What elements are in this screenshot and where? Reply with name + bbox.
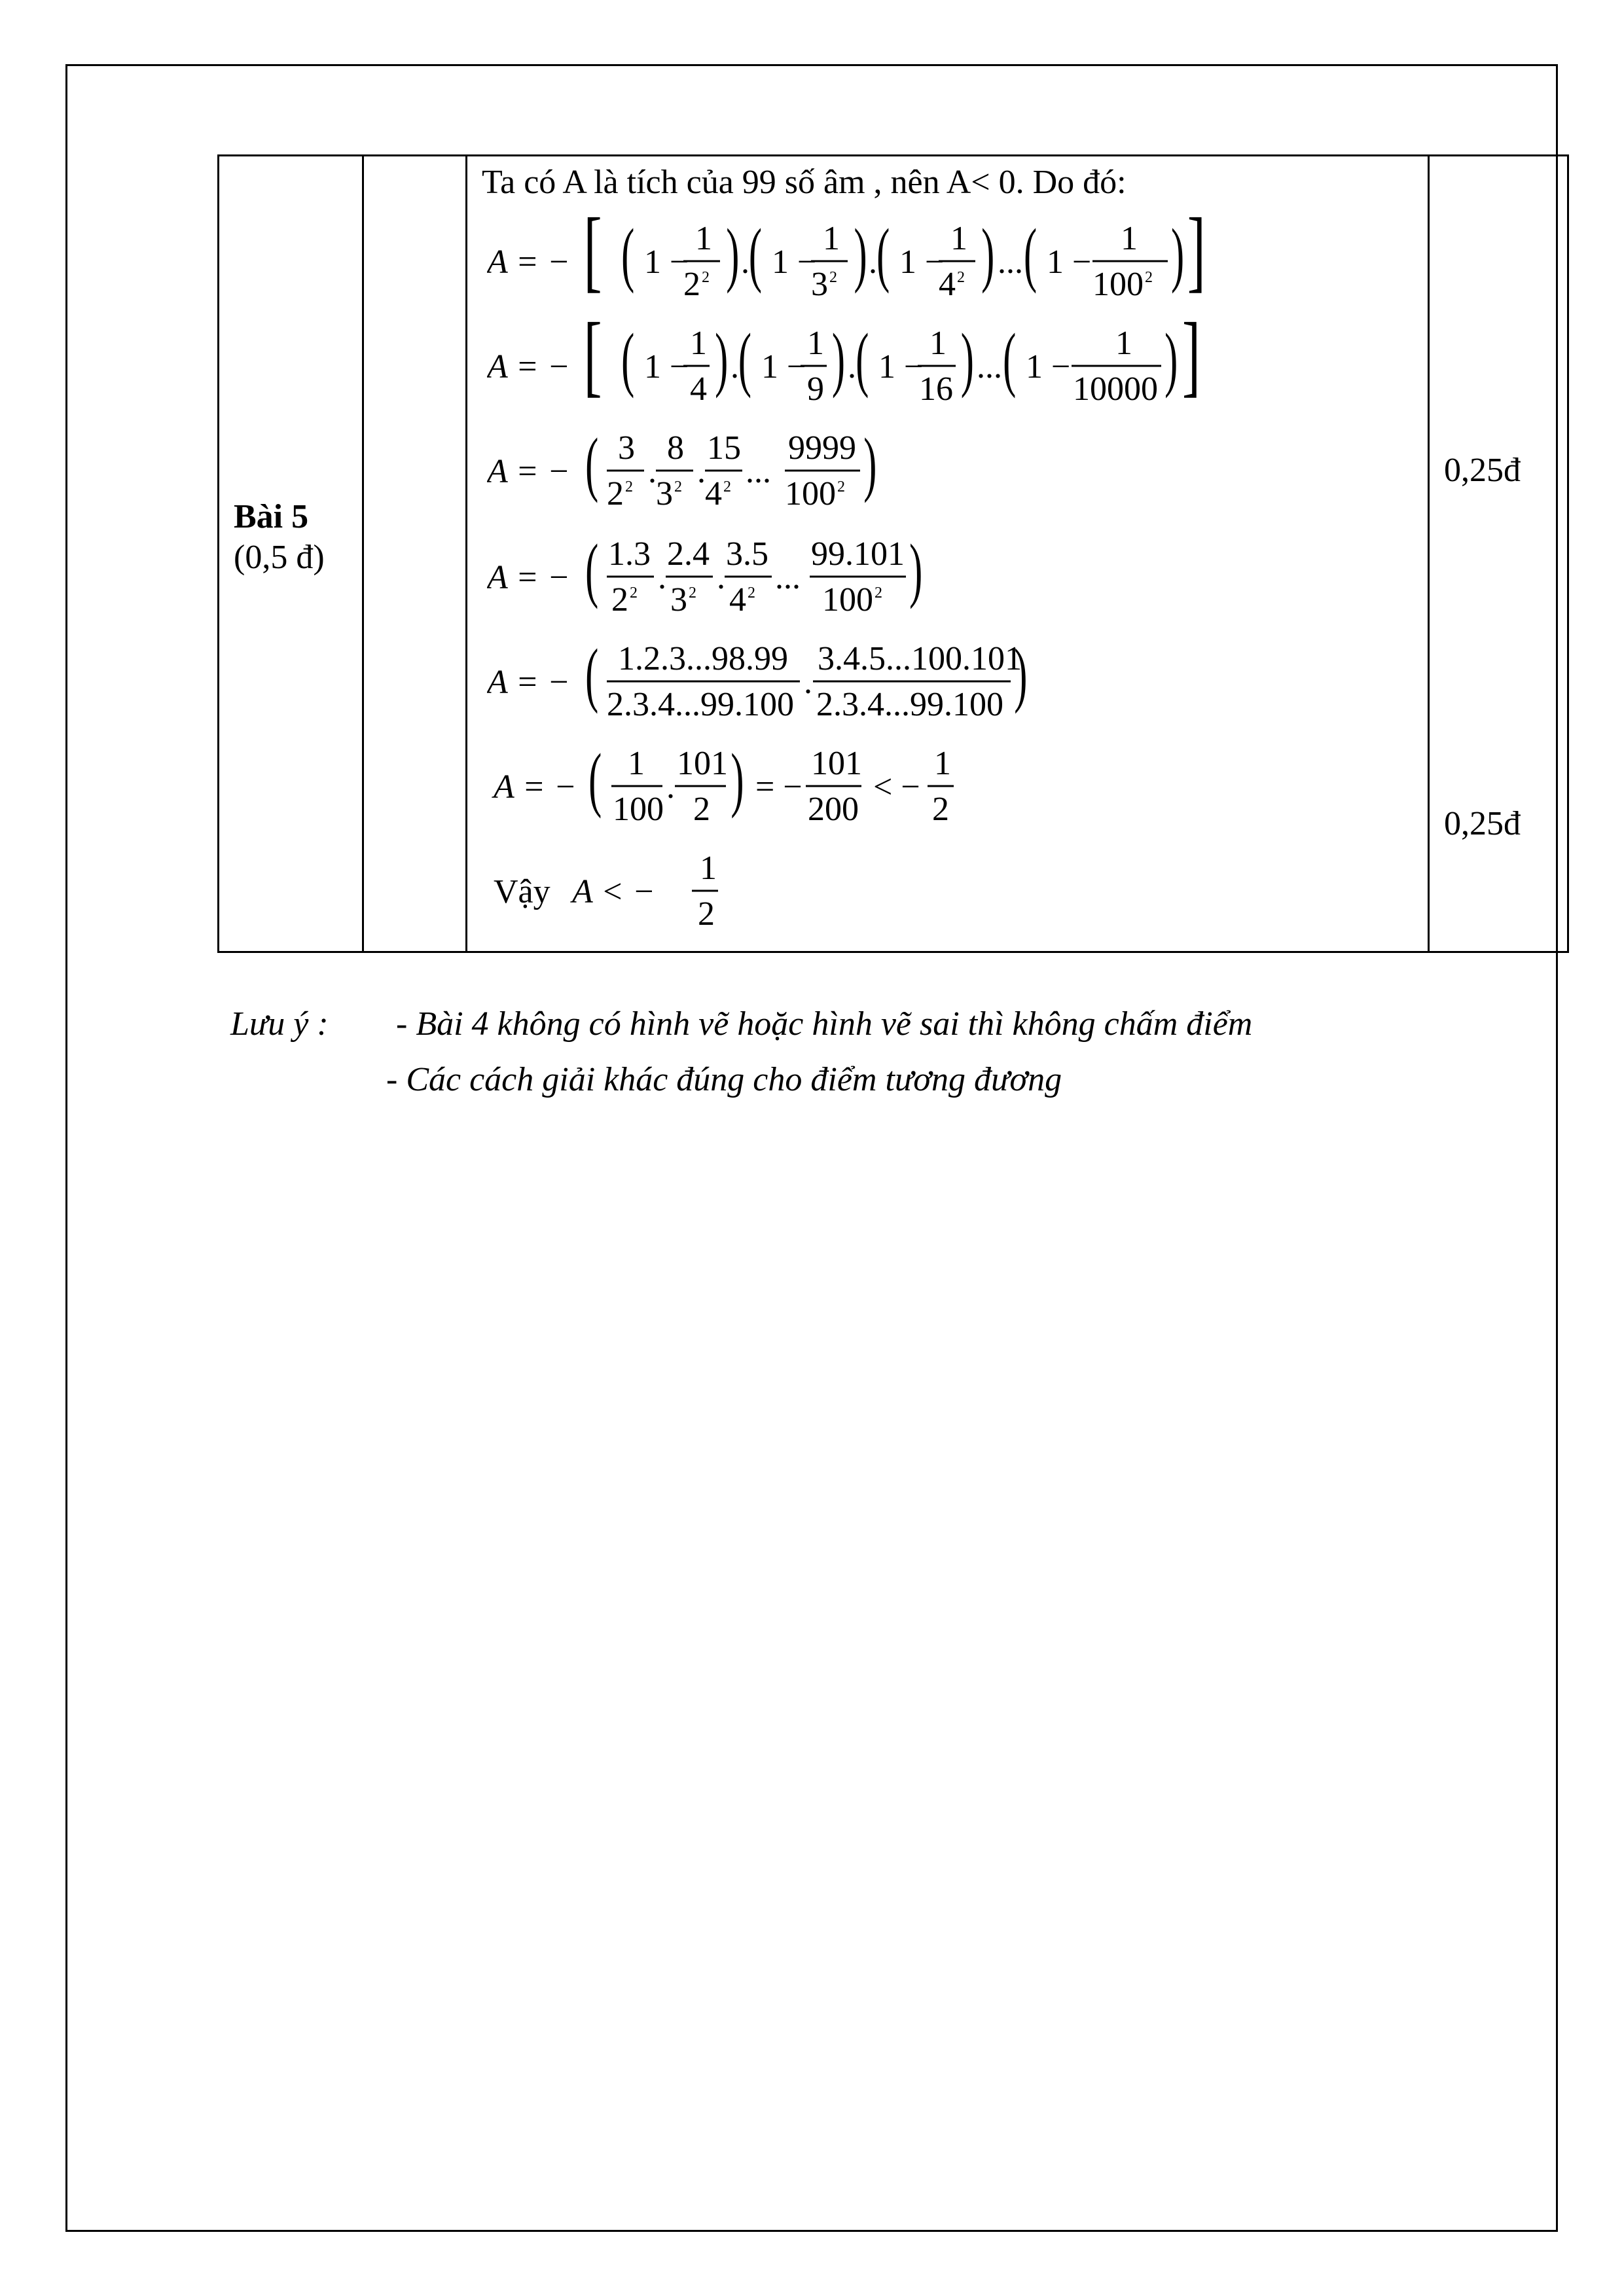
svg-text:1: 1 — [807, 325, 824, 362]
svg-text:(: ( — [1024, 215, 1038, 295]
svg-text:.: . — [804, 664, 812, 701]
svg-text:.: . — [666, 768, 675, 806]
note-line-2: - Các cách giải khác đúng cho điểm tương đương — [386, 1061, 1062, 1098]
problem-cell — [219, 156, 363, 952]
svg-text:1: 1 — [700, 850, 717, 887]
svg-text:1 −: 1 − — [644, 348, 689, 386]
equation-1 — [487, 209, 1207, 314]
svg-text:100: 100 — [822, 581, 873, 619]
solution-cell — [467, 156, 1429, 952]
problem-title: Bài 5 — [234, 498, 309, 535]
svg-text:3.5: 3.5 — [726, 535, 768, 573]
svg-text:1: 1 — [934, 745, 951, 782]
grading-table — [217, 154, 1569, 953]
svg-text:100: 100 — [613, 791, 664, 828]
svg-text:2: 2 — [674, 478, 682, 495]
conclusion — [487, 838, 945, 943]
svg-text:1: 1 — [1115, 325, 1132, 362]
svg-text:.: . — [731, 348, 739, 386]
svg-text:(: ( — [738, 319, 752, 399]
svg-text:1.3: 1.3 — [608, 535, 651, 573]
svg-text:4: 4 — [939, 266, 956, 303]
eq5-label: A = − — [487, 664, 571, 701]
svg-text:(: ( — [856, 319, 869, 399]
svg-text:1: 1 — [1121, 220, 1138, 257]
svg-text:101: 101 — [677, 745, 728, 782]
svg-text:2: 2 — [702, 269, 710, 286]
svg-text:100: 100 — [785, 475, 836, 512]
svg-text:): ) — [831, 319, 846, 399]
svg-text:...: ... — [746, 453, 771, 490]
svg-text:(: ( — [748, 215, 762, 295]
svg-text:9999: 9999 — [788, 429, 856, 467]
svg-text:2: 2 — [698, 895, 715, 933]
svg-text:]: ] — [1187, 209, 1206, 301]
svg-text:2.3.4...99.100: 2.3.4...99.100 — [607, 686, 794, 723]
svg-text:3: 3 — [670, 581, 687, 619]
svg-text:): ) — [1171, 215, 1185, 295]
svg-text:3.4.5...100.101: 3.4.5...100.101 — [818, 640, 1022, 677]
svg-text:100: 100 — [1092, 266, 1144, 303]
svg-text:2: 2 — [932, 791, 949, 828]
problem-label — [234, 497, 325, 579]
note-label: Lưu ý : — [230, 1005, 329, 1043]
svg-text:= −: = − — [755, 768, 803, 806]
svg-text:2: 2 — [748, 584, 755, 601]
svg-text:1: 1 — [950, 220, 967, 257]
eq3-label: A = − — [487, 453, 571, 490]
score-2: 0,25đ — [1444, 805, 1521, 842]
svg-text:2: 2 — [723, 478, 731, 495]
svg-text:(: ( — [585, 635, 599, 715]
svg-text:1 −: 1 − — [1026, 348, 1071, 386]
svg-text:99.101: 99.101 — [811, 535, 905, 573]
svg-text:2.3.4...99.100: 2.3.4...99.100 — [816, 686, 1003, 723]
svg-text:.: . — [697, 453, 706, 490]
svg-text:101: 101 — [811, 745, 862, 782]
svg-text:): ) — [715, 319, 729, 399]
svg-text:2: 2 — [693, 791, 710, 828]
svg-text:(: ( — [585, 424, 599, 504]
svg-text:.: . — [869, 243, 877, 281]
svg-text:(: ( — [621, 215, 635, 295]
svg-text:.: . — [658, 559, 666, 596]
svg-text:8: 8 — [667, 429, 684, 467]
equation-4 — [487, 524, 1207, 629]
svg-text:10000: 10000 — [1073, 370, 1158, 408]
svg-text:1 −: 1 − — [761, 348, 806, 386]
svg-text:.: . — [848, 348, 856, 386]
svg-text:1: 1 — [690, 325, 707, 362]
equation-6 — [487, 734, 1207, 838]
eq4-label: A = − — [487, 559, 571, 596]
svg-text:1: 1 — [695, 220, 712, 257]
svg-text:15: 15 — [707, 429, 741, 467]
conclusion-expr: A < − — [572, 873, 656, 910]
eq6-label: A = − — [494, 768, 577, 806]
svg-text:): ) — [726, 215, 740, 295]
svg-text:1: 1 — [628, 745, 645, 782]
svg-text:1 −: 1 − — [878, 348, 924, 386]
svg-text:): ) — [854, 215, 867, 295]
svg-text:1: 1 — [823, 220, 840, 257]
svg-text:[: [ — [583, 209, 602, 301]
svg-text:2: 2 — [630, 584, 638, 601]
svg-text:2: 2 — [625, 478, 633, 495]
svg-text:(: ( — [621, 319, 635, 399]
svg-text:2.4: 2.4 — [667, 535, 710, 573]
svg-text:.: . — [717, 559, 725, 596]
svg-text:3: 3 — [811, 266, 828, 303]
svg-text:4: 4 — [729, 581, 746, 619]
conclusion-label: Vậy — [494, 873, 550, 910]
svg-text:): ) — [981, 215, 995, 295]
svg-text:(: ( — [585, 530, 599, 610]
equation-2 — [487, 314, 1207, 418]
svg-text:.: . — [741, 243, 749, 281]
svg-text:1 −: 1 − — [1047, 243, 1092, 281]
svg-text:...: ... — [977, 348, 1002, 386]
table-row — [219, 156, 1568, 952]
svg-text:1 −: 1 − — [772, 243, 817, 281]
score-1: 0,25đ — [1444, 452, 1521, 489]
svg-text:2: 2 — [837, 478, 845, 495]
svg-text:): ) — [731, 740, 744, 819]
svg-text:(: ( — [588, 740, 602, 819]
svg-text:16: 16 — [919, 370, 953, 408]
svg-text:2: 2 — [683, 266, 700, 303]
eq2-label: A = − — [487, 348, 571, 386]
svg-text:): ) — [1164, 319, 1178, 399]
eq1-label: A = − — [487, 243, 571, 281]
svg-text:1.2.3...98.99: 1.2.3...98.99 — [618, 640, 788, 677]
svg-text:]: ] — [1182, 314, 1200, 406]
svg-text:9: 9 — [807, 370, 824, 408]
svg-text:): ) — [909, 530, 923, 610]
svg-text:(: ( — [1003, 319, 1017, 399]
svg-text:[: [ — [583, 314, 602, 406]
svg-text:): ) — [863, 424, 877, 504]
svg-text:2: 2 — [607, 475, 624, 512]
equation-5 — [487, 629, 1207, 734]
svg-text:200: 200 — [808, 791, 859, 828]
svg-text:(: ( — [876, 215, 890, 295]
svg-text:2: 2 — [689, 584, 696, 601]
svg-text:2: 2 — [829, 269, 837, 286]
score-cell — [1429, 156, 1568, 952]
svg-text:2: 2 — [875, 584, 882, 601]
svg-text:2: 2 — [611, 581, 628, 619]
note-line-1: - Bài 4 không có hình vẽ hoặc hình vẽ sai thì không chấm điểm — [396, 1005, 1253, 1043]
svg-text:1 −: 1 − — [899, 243, 945, 281]
svg-text:4: 4 — [690, 370, 707, 408]
svg-text:1 −: 1 − — [644, 243, 689, 281]
svg-text:...: ... — [998, 243, 1023, 281]
problem-points: (0,5 đ) — [234, 539, 325, 577]
svg-text:2: 2 — [1145, 269, 1153, 286]
svg-text:< −: < − — [873, 768, 920, 806]
equation-3 — [487, 418, 1207, 523]
solution-intro: Ta có A là tích của 99 số âm , nên A< 0. Do đó: — [482, 164, 1127, 201]
svg-text:4: 4 — [705, 475, 722, 512]
svg-text:3: 3 — [656, 475, 673, 512]
part-cell — [363, 156, 467, 952]
svg-text:2: 2 — [957, 269, 965, 286]
svg-text:1: 1 — [929, 325, 947, 362]
svg-text:3: 3 — [618, 429, 635, 467]
svg-text:.: . — [648, 453, 657, 490]
svg-text:): ) — [1014, 635, 1028, 715]
svg-text:...: ... — [775, 559, 801, 596]
svg-text:): ) — [960, 319, 974, 399]
